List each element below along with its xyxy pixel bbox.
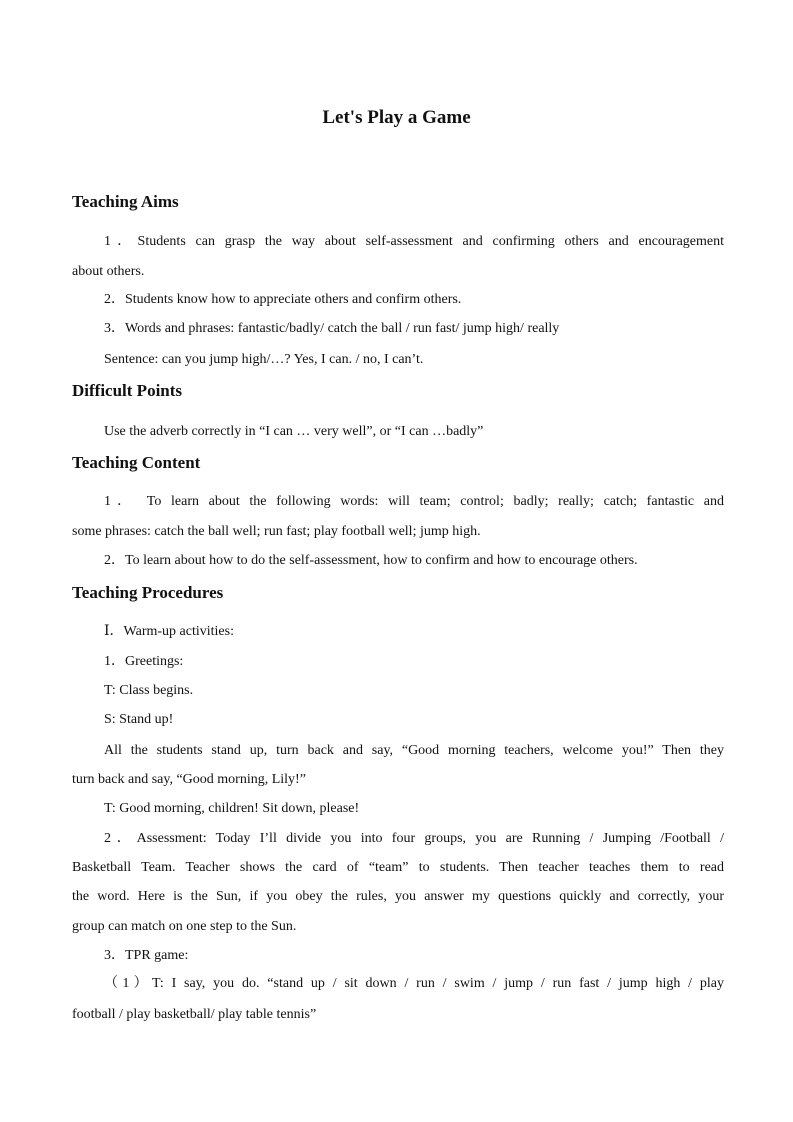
- aims-sentence: Sentence: can you jump high/…? Yes, I can. / no, I can’t.: [104, 352, 424, 367]
- document-title: Let's Play a Game: [322, 107, 471, 128]
- content-item-1: 1． To learn about the following words: will team; control; badly; really; catch; fantastic and: [104, 494, 724, 509]
- heading-teaching-aims: Teaching Aims: [72, 192, 179, 211]
- heading-difficult-points: Difficult Points: [72, 381, 183, 400]
- procedures-assessment-cont-1: Basketball Team. Teacher shows the card of “team” to students. Then teacher teaches them to read: [72, 860, 724, 875]
- procedures-assessment-cont-2: the word. Here is the Sun, if you obey the rules, you answer my questions quickly and correctly, your: [72, 889, 724, 904]
- aims-item-3: 3．Words and phrases: fantastic/badly/ catch the ball / run fast/ jump high/ really: [104, 321, 560, 336]
- procedures-teacher-line: T: Class begins.: [104, 683, 194, 698]
- procedures-all-students-cont: turn back and say, “Good morning, Lily!”: [72, 772, 306, 787]
- procedures-greetings: 1．Greetings:: [104, 654, 184, 669]
- difficult-points-text: Use the adverb correctly in “I can … very well”, or “I can …badly”: [104, 424, 484, 439]
- procedures-tpr-game: 3．TPR game:: [104, 948, 189, 963]
- aims-item-1: 1．Students can grasp the way about self-assessment and confirming others and encouragement: [104, 234, 724, 249]
- content-item-2: 2．To learn about how to do the self-assessment, how to confirm and how to encourage others.: [104, 553, 638, 568]
- procedures-tpr-item-1: （1）T: I say, you do. “stand up / sit down / run / swim / jump / run fast / jump high / play: [104, 976, 724, 991]
- procedures-assessment-cont-3: group can match on one step to the Sun.: [72, 919, 297, 934]
- heading-teaching-procedures: Teaching Procedures: [72, 583, 224, 602]
- aims-item-2: 2．Students know how to appreciate others and confirm others.: [104, 292, 462, 307]
- procedures-teacher-reply: T: Good morning, children! Sit down, please!: [104, 801, 360, 816]
- procedures-student-line: S: Stand up!: [104, 712, 174, 727]
- aims-item-1-cont: about others.: [72, 264, 145, 279]
- procedures-assessment: 2．Assessment: Today I’ll divide you into four groups, you are Running / Jumping /Football /: [104, 831, 724, 846]
- procedures-step-1: Ⅰ．Warm-up activities:: [104, 624, 234, 639]
- content-item-1-cont: some phrases: catch the ball well; run fast; play football well; jump high.: [72, 524, 481, 539]
- procedures-tpr-item-1-cont: football / play basketball/ play table tennis”: [72, 1007, 317, 1022]
- heading-teaching-content: Teaching Content: [72, 453, 201, 472]
- procedures-all-students: All the students stand up, turn back and say, “Good morning teachers, welcome you!” Then they: [104, 743, 724, 758]
